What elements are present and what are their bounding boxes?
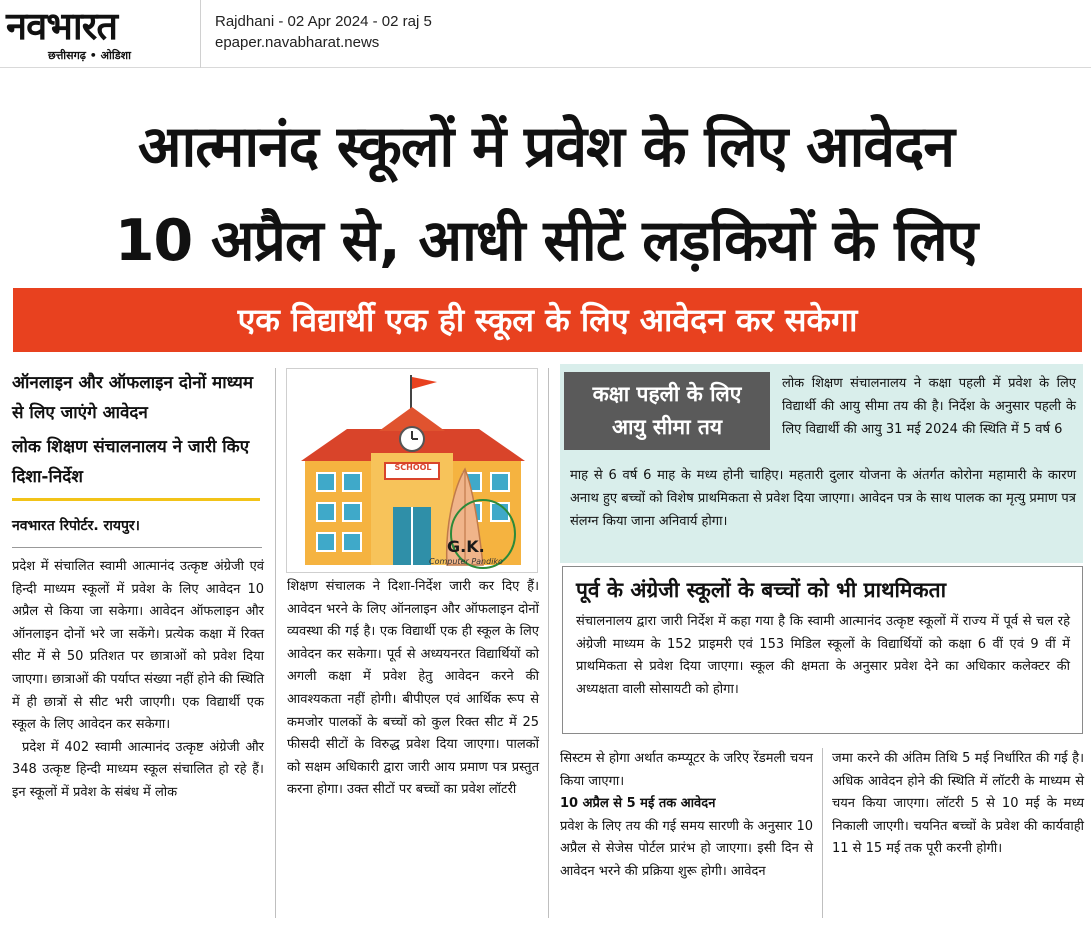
watermark-title: G.K. (447, 537, 485, 556)
byline: नवभारत रिपोर्टर. रायपुर। (12, 518, 140, 534)
age-limit-label (564, 372, 770, 450)
newspaper-logo[interactable] (6, 4, 196, 64)
deck-column (12, 368, 267, 548)
paragraph: प्रदेश में संचालित स्वामी आत्मानंद उत्कृष्ट अंग्रेजी एवं हिन्दी माध्यम स्कूलों में प्रवेश के लिए आवेदन 10 अप्रैल से किया जा सकेगा। आवेदन ऑफलाइन और ऑनलाइन दोनों भरे जा सकेंगे। प्रत्येक कक्षा में रिक्त सीट में से 50 प्रतिशत पर छात्राओं को प्रवेश दिया जाएगा। छात्राओं की पर्याप्त संख्या नहीं होने की स्थिति में ही छात्रों से सीट भरी जाएगी। एक विद्यार्थी एक स्कूल के लिए आवेदन कर सकेगा। (12, 559, 264, 733)
header-divider (200, 0, 201, 68)
inline-subhead: 10 अप्रैल से 5 मई तक आवेदन (560, 796, 716, 812)
school-sign-label: SCHOOL (394, 463, 432, 472)
paragraph: प्रदेश में 402 स्वामी आत्मानंद उत्कृष्ट अंग्रेजी और 348 उत्कृष्ट हिन्दी माध्यम स्कूल संचालित हो रहे हैं। इन स्कूलों में प्रवेश के संबंध में लोक (12, 739, 264, 800)
school-illustration (286, 368, 538, 573)
article-column-2 (287, 576, 539, 802)
watermark-subtitle: Computer Pandiko (429, 557, 503, 566)
article-column-3 (560, 748, 813, 884)
paragraph: सिस्टम से होगा अर्थात कम्प्यूटर के जरिए रेंडमली चयन किया जाएगा। (560, 751, 813, 789)
byline-rule (12, 547, 262, 548)
edition-info: Rajdhani - 02 Apr 2024 - 02 raj 5 (215, 13, 432, 30)
headline-line-2: 10 अप्रैल से, आधी सीटें लड़कियों के लिए (114, 208, 978, 274)
subheadline-text: एक विद्यार्थी एक ही स्कूल के लिए आवेदन कर सकेगा (237, 301, 858, 339)
logo-wordmark: नवभारत (6, 4, 117, 48)
age-limit-text-top: लोक शिक्षण संचालनालय ने कक्षा पहली में प्रवेश के लिए विद्यार्थी की आयु सीमा तय की है। निर्देश के अनुसार पहली के लिए विद्यार्थी की आयु 31 मई 2024 की स्थिति में 5 वर्ष 6 (782, 376, 1076, 437)
paragraph: प्रवेश के लिए तय की गई समय सारणी के अनुसार 10 अप्रैल से सेजेस पोर्टल प्रारंभ हो जाएगा। इसी दिन से आवेदन भरने की प्रक्रिया शुरू होगी। आवेदन (560, 818, 813, 879)
paragraph: शिक्षण संचालक ने दिशा-निर्देश जारी कर दिए हैं। आवेदन भरने के लिए ऑनलाइन और ऑफलाइन दोनों व्यवस्था की गई है। एक विद्यार्थी एक ही स्कूल के लिए आवेदन कर सकेगा। पूर्व से अध्ययनरत विद्यार्थियों को अगली कक्षा में प्रवेश हेतु आवेदन करने की आवश्यकता नहीं होगी। बीपीएल एवं आर्थिक रूप से कमजोर पालकों के बच्चों को कुल रिक्त सीट में 25 फीसदी सीटों के विरुद्ध प्रवेश दिया जाएगा। पालकों को सक्षम अधिकारी द्वारा जारी आय प्रमाण पत्र प्रस्तुत करना होगा। उक्त सीटों पर बच्चों का प्रवेश लॉटरी (287, 579, 539, 798)
age-limit-text-bottom: माह से 6 वर्ष 6 माह के मध्य होनी चाहिए। महतारी दुलार योजना के अंतर्गत कोरोना महामारी के कारण अनाथ हुए बच्चों को विशेष प्राथमिकता से प्रवेश दिया जाएगा। आवेदन पत्र के साथ पालक का मृत्यु प्रमाण पत्र संलग्न किया जाना अनिवार्य होगा। (570, 468, 1076, 529)
deck-guidelines: लोक शिक्षण संचालनालय ने जारी किए दिशा-निर्देश (12, 437, 250, 487)
main-headline (10, 100, 1082, 288)
article-column-4 (832, 748, 1084, 861)
priority-box-title: पूर्व के अंग्रेजी स्कूलों के बच्चों को भी प्राथमिकता (576, 578, 947, 602)
deck-underline (12, 498, 260, 501)
masthead-bar (0, 0, 1091, 68)
article-column-1 (12, 556, 264, 805)
logo-region: छत्तीसगढ़ • ओडिशा (48, 49, 131, 62)
age-label-line-1: कक्षा पहली के लिए (592, 382, 742, 406)
deck-online-offline: ऑनलाइन और ऑफलाइन दोनों माध्यम से लिए जाएंगे आवेदन (12, 373, 254, 423)
subheadline-banner (13, 288, 1082, 352)
paragraph: जमा करने की अंतिम तिथि 5 मई निर्धारित की गई है। अधिक आवेदन होने की स्थिति में लॉटरी के माध्यम से चयन किया जाएगा। लॉटरी 5 से 10 मई के मध्य निकाली जाएगी। चयनित बच्चों के प्रवेश की कार्यवाही 11 से 15 मई तक पूरी करनी होगी। (832, 751, 1084, 857)
column-rule (275, 368, 276, 918)
column-rule (822, 748, 823, 918)
epaper-url[interactable]: epaper.navabharat.news (215, 34, 380, 51)
headline-line-1: आत्मानंद स्कूलों में प्रवेश के लिए आवेदन (138, 114, 954, 180)
age-label-line-2: आयु सीमा तय (611, 415, 723, 439)
priority-box-text: संचालनालय द्वारा जारी निर्देश में कहा गया है कि स्वामी आत्मानंद उत्कृष्ट स्कूलों में राज्य में पूर्व से चल रहे अंग्रेजी माध्यम के 152 प्राइमरी एवं 153 मिडिल स्कूलों के विद्यार्थियों को कक्षा 6 वीं एवं 9 वीं में प्राथमिकता से प्रवेश दिया जाएगा। स्कूल की क्षमता के अनुसार प्रवेश देने का अधिकार कलेक्टर की अध्यक्षता वाली सोसायटी को होगा। (576, 614, 1070, 697)
column-rule (548, 368, 549, 918)
